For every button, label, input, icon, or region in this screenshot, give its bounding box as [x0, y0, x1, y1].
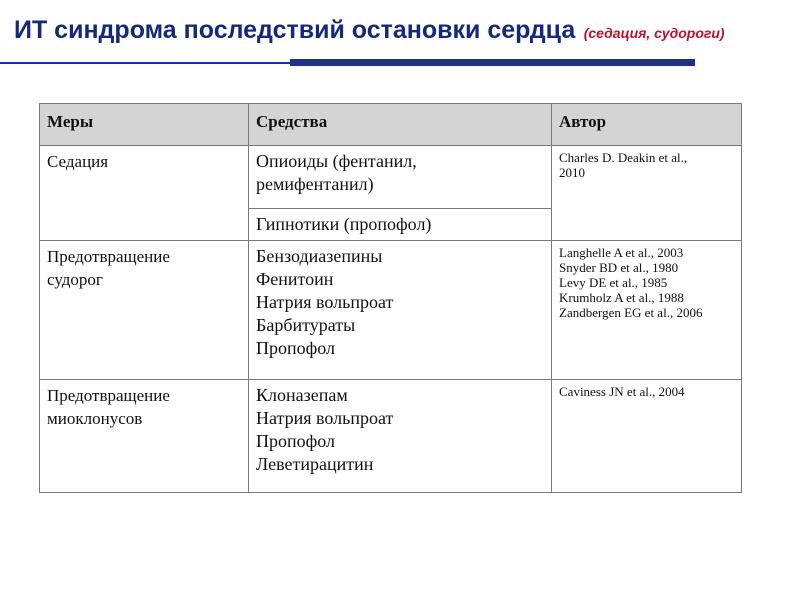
author-citation: Levy DE et al., 1985	[559, 275, 668, 290]
means-cell	[249, 209, 552, 241]
author-citation: Zandbergen EG et al., 2006	[559, 305, 703, 320]
means-line: Бензодиазепины	[256, 246, 383, 266]
header-author: Автор	[552, 104, 742, 146]
authors-cell	[552, 146, 742, 241]
title-main: ИТ синдрома последствий остановки сердца	[14, 16, 576, 44]
means-line: Гипнотики (пропофол)	[256, 214, 432, 234]
measure-cell	[40, 380, 249, 493]
means-cell	[249, 241, 552, 380]
means-line: Клоназепам	[256, 385, 348, 405]
means-line: Пропофол	[256, 338, 336, 358]
measure-line: Предотвращение	[47, 386, 170, 405]
author-citation: Krumholz A et al., 1988	[559, 290, 684, 305]
means-line: Барбитураты	[256, 315, 356, 335]
author-citation: Snyder BD et al., 1980	[559, 260, 679, 275]
measure-line: судорог	[47, 270, 103, 289]
means-cell	[249, 380, 552, 493]
table-row	[40, 146, 742, 209]
means-line: Пропофол	[256, 431, 336, 451]
authors-cell	[552, 241, 742, 380]
authors-cell	[552, 380, 742, 493]
means-line: ремифентанил)	[256, 174, 374, 194]
measure-line: миоклонусов	[47, 409, 143, 428]
means-line: Натрия вольпроат	[256, 292, 394, 312]
means-line: Опиоиды (фентанил,	[256, 151, 417, 171]
measure-cell	[40, 241, 249, 380]
means-line: Натрия вольпроат	[256, 408, 394, 428]
table-row	[40, 380, 742, 493]
author-citation: Langhelle A et al., 2003	[559, 245, 684, 260]
treatment-table	[39, 103, 742, 493]
table-header-row	[40, 104, 742, 146]
means-line: Фенитоин	[256, 269, 334, 289]
measure-line: Предотвращение	[47, 247, 170, 266]
means-cell	[249, 146, 552, 209]
author-citation: Caviness JN et al., 2004	[559, 384, 685, 399]
author-citation: Charles D. Deakin et al.,	[559, 150, 688, 165]
slide-title	[14, 16, 725, 45]
means-line: Леветирацитин	[256, 454, 374, 474]
title-subtitle: (седация, судороги)	[583, 25, 725, 41]
table-row	[40, 241, 742, 380]
title-underline-thick	[290, 59, 695, 66]
author-citation: 2010	[559, 165, 585, 180]
header-means: Средства	[249, 104, 552, 146]
header-measures: Меры	[40, 104, 249, 146]
measure-cell: Седация	[40, 146, 249, 241]
